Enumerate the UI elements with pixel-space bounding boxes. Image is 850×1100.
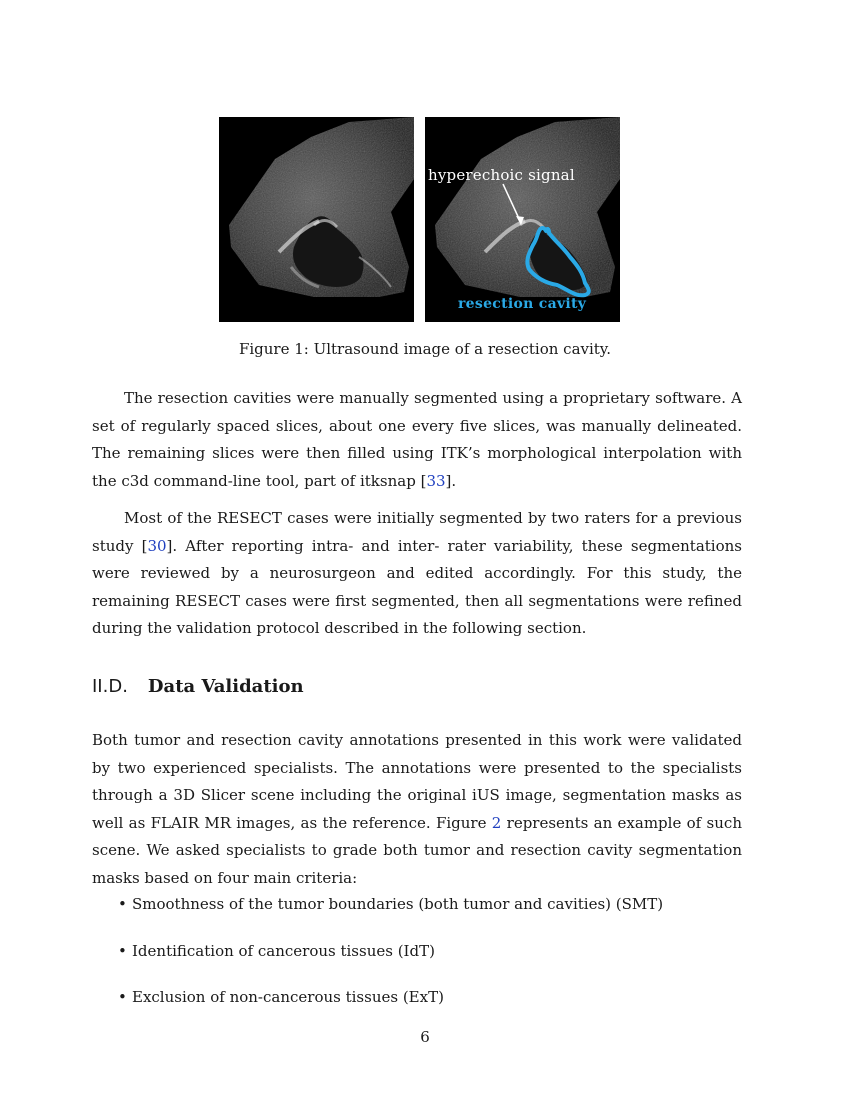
ultrasound-image-left (219, 117, 414, 322)
citation-link[interactable]: 30 (147, 536, 167, 555)
paragraph-2-text: Most of the RESECT cases were initially segmented by two raters for a previous study [ (92, 509, 742, 555)
criteria-list (118, 892, 663, 1032)
paragraph-3-text: Both tumor and resection cavity annotations presented in this work were validated by two experienced specialists. The annotations were presented to the specialists through a 3D Slicer scene including the original iUS image, segmentation masks as well as FLAIR MR images, as the reference. Figure (92, 731, 742, 832)
figure-1 (219, 117, 621, 322)
list-item (118, 892, 663, 939)
citation-link[interactable]: 33 (426, 471, 446, 490)
list-item-text: Identification of cancerous tissues (IdT) (132, 941, 435, 960)
hyperechoic-signal-label: hyperechoic signal (428, 166, 575, 184)
bullet-icon: • (118, 941, 127, 960)
section-number: II.D. (92, 676, 128, 697)
paragraph-2 (92, 505, 742, 643)
bullet-icon: • (118, 895, 127, 913)
section-heading (92, 676, 304, 697)
section-title: Data Validation (147, 676, 304, 697)
paragraph-1-text: The resection cavities were manually segmented using a proprietary software. A set of regularly spaced slices, about one every five slices, was manually delineated. The remaining slices were then filled using ITK’s morphological interpolation with the c3d command-line tool, part of itksnap [ (92, 389, 742, 490)
ultrasound-image-right (425, 117, 620, 322)
paragraph-3-text-end: represents an example of such scene. We asked specialists to grade both tumor and resection cavity segmentation masks based on four main criteria: (92, 813, 742, 887)
list-item (118, 939, 663, 986)
paragraph-3 (92, 727, 742, 892)
page-number: 6 (420, 1028, 430, 1046)
list-item-text: Exclusion of non-cancerous tissues (ExT) (132, 988, 444, 1006)
paragraph-1 (92, 385, 742, 495)
resection-cavity-label: resection cavity (458, 296, 587, 312)
figure-caption: Figure 1: Ultrasound image of a resection cavity. (238, 340, 612, 358)
list-item (118, 985, 663, 1032)
bullet-icon: • (118, 988, 127, 1006)
paragraph-2-text-end: ]. After reporting intra- and inter- rater variability, these segmentations were reviewed by a neurosurgeon and edited accordingly. For this study, the remaining RESECT cases were first segmented, then all segmentations were refined during the validation protocol described in the following section. (92, 536, 742, 637)
list-item-text: Smoothness of the tumor boundaries (both tumor and cavities) (SMT) (132, 895, 664, 913)
figure-ref-link[interactable]: 2 (491, 813, 502, 832)
paragraph-1-text-end: ]. (445, 471, 457, 490)
